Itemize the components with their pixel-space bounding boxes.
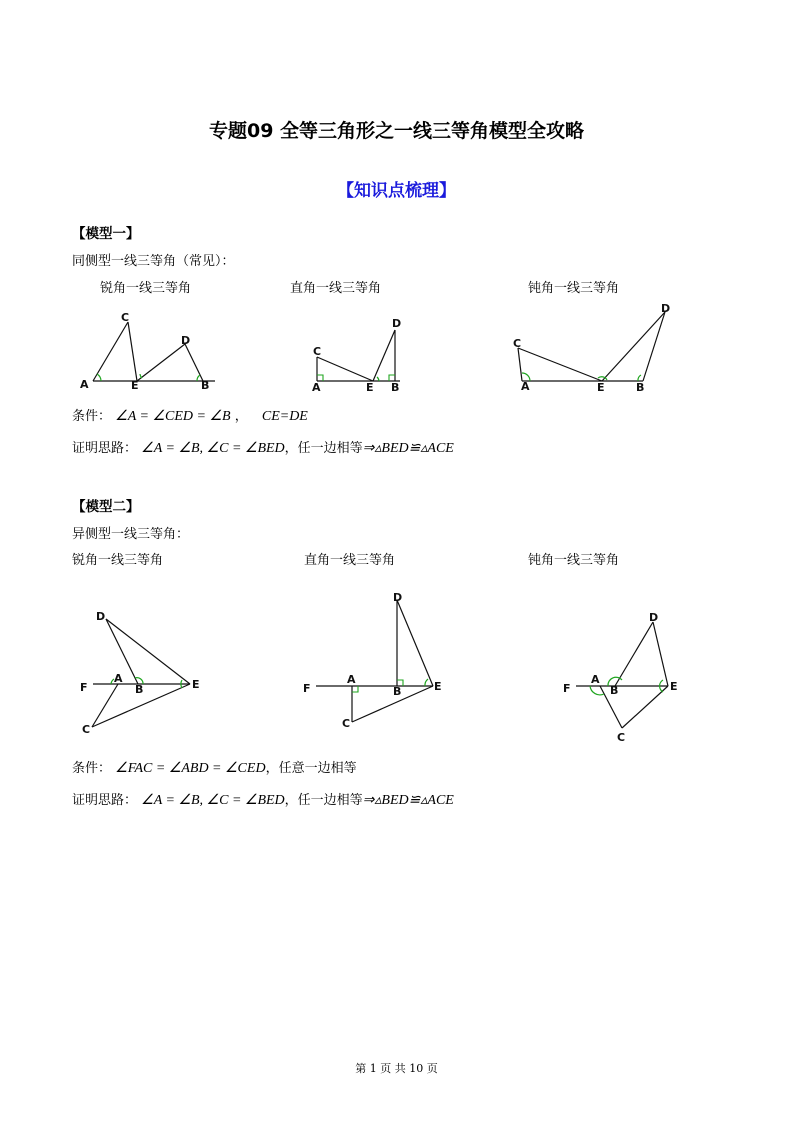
section-subtitle: 【知识点梳理】 [337,181,456,201]
proof-expression: ∠A = ∠B, ∠C = ∠BED [141,793,285,808]
condition-extra: CE=DE [261,409,308,424]
label-B: B [201,379,210,392]
condition-label: 条件： [72,409,112,424]
label-E: E [670,680,678,693]
label-F: F [303,682,311,695]
page-footer: 第 1 页 共 10 页 [355,1062,438,1075]
label-D: D [393,591,403,604]
model1-header: 【模型一】 [72,226,140,242]
label-C: C [513,337,522,350]
proof-result: ⇒▵BED≌▵ACE [362,793,454,808]
label-C: C [342,717,351,730]
label-C: C [82,723,91,736]
condition-expression: ∠FAC = ∠ABD = ∠CED [115,761,266,776]
model2-desc: 异侧型一线三等角： [72,527,190,542]
label-D: D [181,334,191,347]
model1-desc: 同侧型一线三等角（常见）： [72,254,235,269]
label-B: B [393,685,402,698]
label-E: E [131,379,139,392]
proof-rest: ，任一边相等 [284,793,363,808]
label-D: D [649,611,659,624]
label-B: B [391,381,400,394]
model2-caption-right: 直角一线三等角 [304,553,396,568]
label-E: E [366,381,374,394]
label-C: C [313,345,322,358]
label-E: E [192,678,200,691]
model2-caption-acute: 锐角一线三等角 [72,553,164,568]
condition-expression: ∠A = ∠CED = ∠B [115,409,231,424]
label-A: A [521,380,530,393]
label-E: E [597,381,605,394]
label-C: C [121,311,130,324]
label-A: A [347,673,356,686]
label-A: A [312,381,321,394]
label-F: F [80,681,88,694]
label-D: D [96,610,106,623]
model1-caption-obtuse: 钝角一线三等角 [528,281,620,296]
label-C: C [617,731,626,744]
label-A: A [80,378,89,391]
label-E: E [434,680,442,693]
page-title: 专题09 全等三角形之一线三等角模型全攻略 [208,120,585,142]
label-B: B [636,381,645,394]
label-B: B [135,683,144,696]
label-A: A [114,672,123,685]
label-D: D [661,302,671,315]
model2-caption-obtuse: 钝角一线三等角 [528,553,620,568]
condition-rest: ，任意一边相等 [265,761,357,776]
proof-label: 证明思路： [72,441,138,456]
label-B: B [610,684,619,697]
condition-separator: ， [234,409,248,424]
label-D: D [392,317,402,330]
model1-caption-right: 直角一线三等角 [290,281,382,296]
condition-label: 条件： [72,761,112,776]
proof-result: ⇒▵BED≌▵ACE [362,441,454,456]
proof-label: 证明思路： [72,793,138,808]
label-F: F [563,682,571,695]
model2-condition [72,757,357,777]
label-A: A [591,673,600,686]
model2-proof [72,789,454,809]
model1-caption-acute: 锐角一线三等角 [100,281,192,296]
model2-header: 【模型二】 [72,499,140,515]
proof-rest: ，任一边相等 [284,441,363,456]
proof-expression: ∠A = ∠B, ∠C = ∠BED [141,441,285,456]
